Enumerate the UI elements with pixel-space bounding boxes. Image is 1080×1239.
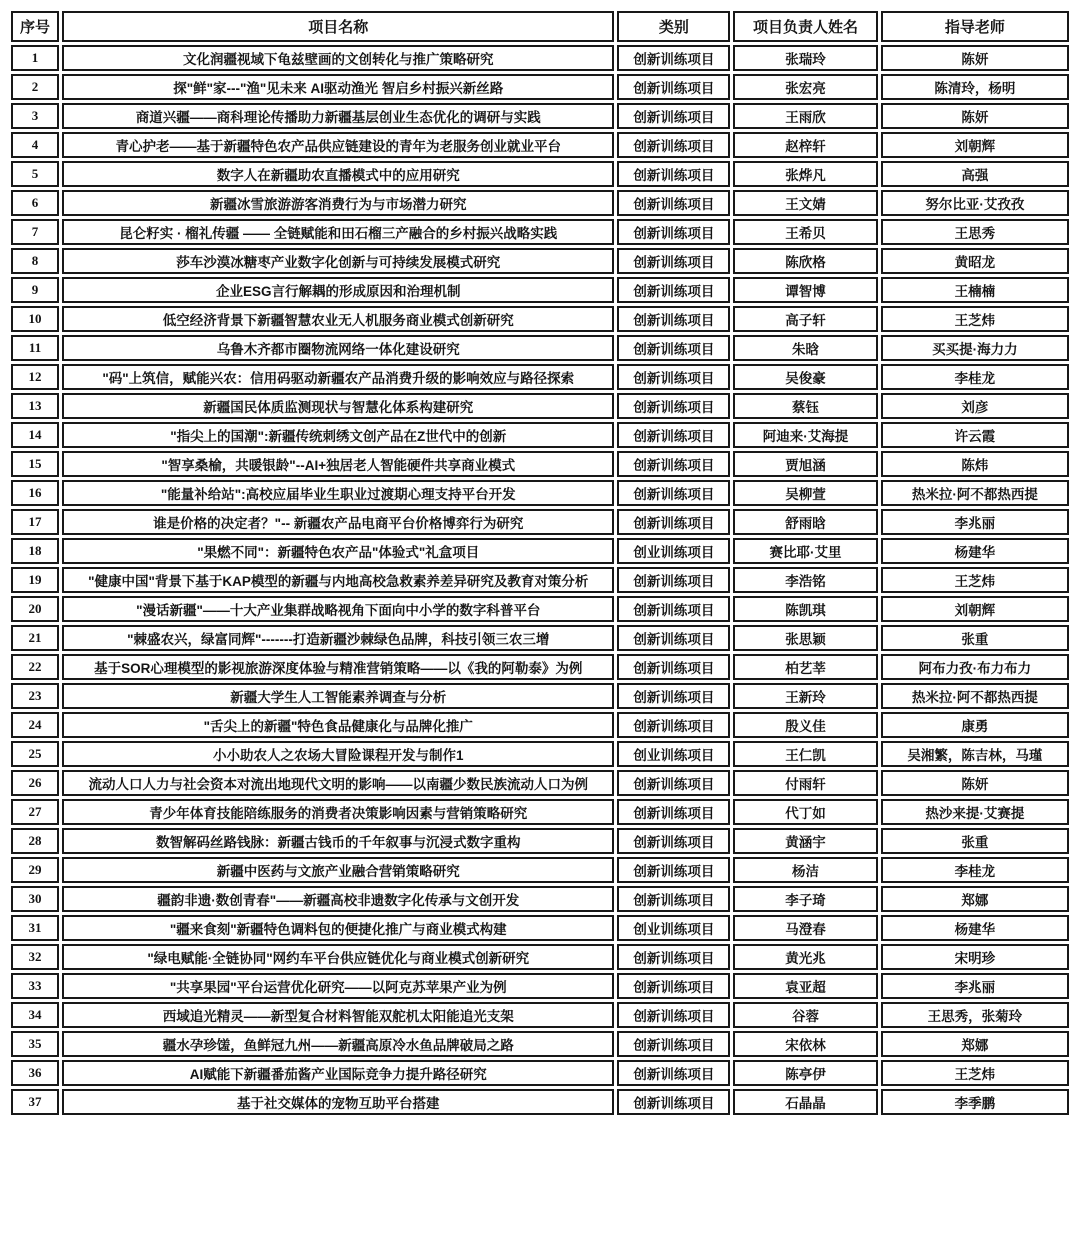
no-cell: 28 — [11, 828, 59, 854]
leader-cell: 杨洁 — [733, 857, 877, 883]
title-cell: 乌鲁木齐都市圈物流网络一体化建设研究 — [62, 335, 614, 361]
advisor-cell: 刘彦 — [881, 393, 1069, 419]
table-row — [11, 248, 1069, 274]
leader-cell: 张思颖 — [733, 625, 877, 651]
advisor-cell: 陈妍 — [881, 45, 1069, 71]
advisor-cell: 陈清玲，杨明 — [881, 74, 1069, 100]
leader-cell: 朱晗 — [733, 335, 877, 361]
title-cell: 新疆中医药与文旅产业融合营销策略研究 — [62, 857, 614, 883]
title-cell: 青少年体育技能陪练服务的消费者决策影响因素与营销策略研究 — [62, 799, 614, 825]
category-cell: 创新训练项目 — [617, 451, 730, 477]
advisor-cell: 阿布力孜·布力布力 — [881, 654, 1069, 680]
table-row — [11, 335, 1069, 361]
table-row — [11, 1031, 1069, 1057]
table-row — [11, 219, 1069, 245]
table-row — [11, 683, 1069, 709]
table-row — [11, 712, 1069, 738]
title-cell: 新疆冰雪旅游游客消费行为与市场潜力研究 — [62, 190, 614, 216]
advisor-cell: 李兆丽 — [881, 509, 1069, 535]
category-cell: 创新训练项目 — [617, 161, 730, 187]
advisor-cell: 陈妍 — [881, 103, 1069, 129]
category-cell: 创业训练项目 — [617, 538, 730, 564]
no-cell: 5 — [11, 161, 59, 187]
category-cell: 创新训练项目 — [617, 1031, 730, 1057]
table-row — [11, 451, 1069, 477]
no-cell: 23 — [11, 683, 59, 709]
header-row — [11, 11, 1069, 42]
category-cell: 创新训练项目 — [617, 219, 730, 245]
no-cell: 25 — [11, 741, 59, 767]
table-row — [11, 161, 1069, 187]
advisor-cell: 李桂龙 — [881, 364, 1069, 390]
no-cell: 34 — [11, 1002, 59, 1028]
table-row — [11, 915, 1069, 941]
no-cell: 11 — [11, 335, 59, 361]
title-cell: 数智解码丝路钱脉：新疆古钱币的千年叙事与沉浸式数字重构 — [62, 828, 614, 854]
title-cell: 基于社交媒体的宠物互助平台搭建 — [62, 1089, 614, 1115]
no-cell: 9 — [11, 277, 59, 303]
table-row — [11, 393, 1069, 419]
title-cell: "绿电赋能·全链协同"网约车平台供应链优化与商业模式创新研究 — [62, 944, 614, 970]
table-row — [11, 567, 1069, 593]
advisor-cell: 杨建华 — [881, 538, 1069, 564]
leader-cell: 张烨凡 — [733, 161, 877, 187]
no-cell: 8 — [11, 248, 59, 274]
category-cell: 创新训练项目 — [617, 1060, 730, 1086]
table-row — [11, 103, 1069, 129]
title-cell: 数字人在新疆助农直播模式中的应用研究 — [62, 161, 614, 187]
title-cell: "智享桑榆，共暖银龄"--AI+独居老人智能硬件共享商业模式 — [62, 451, 614, 477]
no-cell: 30 — [11, 886, 59, 912]
advisor-cell: 郑娜 — [881, 886, 1069, 912]
category-cell: 创新训练项目 — [617, 944, 730, 970]
leader-cell: 陈亭伊 — [733, 1060, 877, 1086]
category-cell: 创新训练项目 — [617, 973, 730, 999]
leader-cell: 代丁如 — [733, 799, 877, 825]
advisor-cell: 王思秀，张菊玲 — [881, 1002, 1069, 1028]
column-header-no: 序号 — [11, 11, 59, 42]
title-cell: 青心护老——基于新疆特色农产品供应链建设的青年为老服务创业就业平台 — [62, 132, 614, 158]
table-row — [11, 654, 1069, 680]
no-cell: 10 — [11, 306, 59, 332]
leader-cell: 阿迪来·艾海提 — [733, 422, 877, 448]
category-cell: 创新训练项目 — [617, 770, 730, 796]
category-cell: 创新训练项目 — [617, 596, 730, 622]
advisor-cell: 陈妍 — [881, 770, 1069, 796]
title-cell: 文化润疆视域下龟兹壁画的文创转化与推广策略研究 — [62, 45, 614, 71]
title-cell: 新疆大学生人工智能素养调查与分析 — [62, 683, 614, 709]
no-cell: 29 — [11, 857, 59, 883]
leader-cell: 谷蓉 — [733, 1002, 877, 1028]
leader-cell: 袁亚超 — [733, 973, 877, 999]
no-cell: 13 — [11, 393, 59, 419]
category-cell: 创新训练项目 — [617, 712, 730, 738]
category-cell: 创新训练项目 — [617, 1002, 730, 1028]
leader-cell: 马澄春 — [733, 915, 877, 941]
leader-cell: 谭智博 — [733, 277, 877, 303]
leader-cell: 李子琦 — [733, 886, 877, 912]
no-cell: 37 — [11, 1089, 59, 1115]
leader-cell: 张瑞玲 — [733, 45, 877, 71]
advisor-cell: 郑娜 — [881, 1031, 1069, 1057]
title-cell: "漫话新疆"——十大产业集群战略视角下面向中小学的数字科普平台 — [62, 596, 614, 622]
advisor-cell: 王思秀 — [881, 219, 1069, 245]
table-row — [11, 45, 1069, 71]
title-cell: "指尖上的国潮":新疆传统刺绣文创产品在Z世代中的创新 — [62, 422, 614, 448]
no-cell: 26 — [11, 770, 59, 796]
title-cell: 谁是价格的决定者？"-- 新疆农产品电商平台价格博弈行为研究 — [62, 509, 614, 535]
table-row — [11, 277, 1069, 303]
table-row — [11, 74, 1069, 100]
advisor-cell: 王芝炜 — [881, 1060, 1069, 1086]
projects-table — [8, 8, 1072, 1118]
leader-cell: 王希贝 — [733, 219, 877, 245]
table-row — [11, 1002, 1069, 1028]
leader-cell: 黄涵宇 — [733, 828, 877, 854]
advisor-cell: 王芝炜 — [881, 306, 1069, 332]
advisor-cell: 李桂龙 — [881, 857, 1069, 883]
no-cell: 3 — [11, 103, 59, 129]
no-cell: 24 — [11, 712, 59, 738]
table-row — [11, 1060, 1069, 1086]
table-row — [11, 944, 1069, 970]
no-cell: 27 — [11, 799, 59, 825]
leader-cell: 蔡钰 — [733, 393, 877, 419]
category-cell: 创新训练项目 — [617, 190, 730, 216]
title-cell: "舌尖上的新疆"特色食品健康化与品牌化推广 — [62, 712, 614, 738]
leader-cell: 宋依林 — [733, 1031, 877, 1057]
no-cell: 36 — [11, 1060, 59, 1086]
leader-cell: 高子轩 — [733, 306, 877, 332]
leader-cell: 陈欣格 — [733, 248, 877, 274]
title-cell: "共享果园"平台运营优化研究——以阿克苏苹果产业为例 — [62, 973, 614, 999]
table-row — [11, 973, 1069, 999]
advisor-cell: 宋明珍 — [881, 944, 1069, 970]
leader-cell: 李浩铭 — [733, 567, 877, 593]
leader-cell: 王雨欣 — [733, 103, 877, 129]
title-cell: "棘盛农兴，绿富同辉"-------打造新疆沙棘绿色品牌，科技引领三农三增 — [62, 625, 614, 651]
title-cell: "疆来食刻"新疆特色调料包的便捷化推广与商业模式构建 — [62, 915, 614, 941]
no-cell: 32 — [11, 944, 59, 970]
table-row — [11, 770, 1069, 796]
table-row — [11, 480, 1069, 506]
leader-cell: 王新玲 — [733, 683, 877, 709]
title-cell: 新疆国民体质监测现状与智慧化体系构建研究 — [62, 393, 614, 419]
title-cell: 莎车沙漠冰糖枣产业数字化创新与可持续发展模式研究 — [62, 248, 614, 274]
category-cell: 创新训练项目 — [617, 45, 730, 71]
no-cell: 35 — [11, 1031, 59, 1057]
table-row — [11, 509, 1069, 535]
table-row — [11, 741, 1069, 767]
category-cell: 创新训练项目 — [617, 277, 730, 303]
no-cell: 22 — [11, 654, 59, 680]
advisor-cell: 许云霞 — [881, 422, 1069, 448]
leader-cell: 贾旭涵 — [733, 451, 877, 477]
category-cell: 创业训练项目 — [617, 915, 730, 941]
category-cell: 创新训练项目 — [617, 364, 730, 390]
title-cell: 流动人口人力与社会资本对流出地现代文明的影响——以南疆少数民族流动人口为例 — [62, 770, 614, 796]
no-cell: 7 — [11, 219, 59, 245]
no-cell: 6 — [11, 190, 59, 216]
leader-cell: 陈凯琪 — [733, 596, 877, 622]
table-row — [11, 306, 1069, 332]
category-cell: 创新训练项目 — [617, 103, 730, 129]
category-cell: 创业训练项目 — [617, 741, 730, 767]
category-cell: 创新训练项目 — [617, 1089, 730, 1115]
table-row — [11, 857, 1069, 883]
leader-cell: 石晶晶 — [733, 1089, 877, 1115]
no-cell: 18 — [11, 538, 59, 564]
title-cell: 昆仑籽实 · 榴礼传疆 —— 全链赋能和田石榴三产融合的乡村振兴战略实践 — [62, 219, 614, 245]
leader-cell: 王文婧 — [733, 190, 877, 216]
column-header-title: 项目名称 — [62, 11, 614, 42]
category-cell: 创新训练项目 — [617, 248, 730, 274]
category-cell: 创新训练项目 — [617, 306, 730, 332]
advisor-cell: 热米拉·阿不都热西提 — [881, 683, 1069, 709]
no-cell: 31 — [11, 915, 59, 941]
leader-cell: 殷义佳 — [733, 712, 877, 738]
category-cell: 创新训练项目 — [617, 132, 730, 158]
table-row — [11, 422, 1069, 448]
category-cell: 创新训练项目 — [617, 683, 730, 709]
no-cell: 14 — [11, 422, 59, 448]
no-cell: 4 — [11, 132, 59, 158]
advisor-cell: 张重 — [881, 625, 1069, 651]
category-cell: 创新训练项目 — [617, 625, 730, 651]
category-cell: 创新训练项目 — [617, 886, 730, 912]
advisor-cell: 李季鹏 — [881, 1089, 1069, 1115]
advisor-cell: 黄昭龙 — [881, 248, 1069, 274]
table-row — [11, 828, 1069, 854]
no-cell: 16 — [11, 480, 59, 506]
table-row — [11, 132, 1069, 158]
no-cell: 12 — [11, 364, 59, 390]
category-cell: 创新训练项目 — [617, 857, 730, 883]
no-cell: 17 — [11, 509, 59, 535]
table-row — [11, 364, 1069, 390]
leader-cell: 舒雨晗 — [733, 509, 877, 535]
table-row — [11, 538, 1069, 564]
advisor-cell: 热米拉·阿不都热西提 — [881, 480, 1069, 506]
category-cell: 创新训练项目 — [617, 393, 730, 419]
leader-cell: 赛比耶·艾里 — [733, 538, 877, 564]
leader-cell: 赵梓轩 — [733, 132, 877, 158]
no-cell: 1 — [11, 45, 59, 71]
category-cell: 创新训练项目 — [617, 509, 730, 535]
advisor-cell: 王芝炜 — [881, 567, 1069, 593]
advisor-cell: 刘朝辉 — [881, 132, 1069, 158]
category-cell: 创新训练项目 — [617, 567, 730, 593]
leader-cell: 付雨轩 — [733, 770, 877, 796]
table-row — [11, 799, 1069, 825]
advisor-cell: 买买提·海力力 — [881, 335, 1069, 361]
leader-cell: 张宏亮 — [733, 74, 877, 100]
column-header-category: 类别 — [617, 11, 730, 42]
category-cell: 创新训练项目 — [617, 480, 730, 506]
column-header-advisor: 指导老师 — [881, 11, 1069, 42]
no-cell: 15 — [11, 451, 59, 477]
leader-cell: 吴俊豪 — [733, 364, 877, 390]
advisor-cell: 吴湘繁，陈吉林，马瑾 — [881, 741, 1069, 767]
category-cell: 创新训练项目 — [617, 828, 730, 854]
category-cell: 创新训练项目 — [617, 335, 730, 361]
title-cell: "果燃不同"：新疆特色农产品"体验式"礼盒项目 — [62, 538, 614, 564]
column-header-leader: 项目负责人姓名 — [733, 11, 877, 42]
title-cell: 企业ESG言行解耦的形成原因和治理机制 — [62, 277, 614, 303]
advisor-cell: 杨建华 — [881, 915, 1069, 941]
table-row — [11, 190, 1069, 216]
category-cell: 创新训练项目 — [617, 654, 730, 680]
title-cell: 西域追光精灵——新型复合材料智能双舵机太阳能追光支架 — [62, 1002, 614, 1028]
table-row — [11, 625, 1069, 651]
title-cell: AI赋能下新疆番茄酱产业国际竞争力提升路径研究 — [62, 1060, 614, 1086]
title-cell: 疆韵非遗·数创青春"——新疆高校非遗数字化传承与文创开发 — [62, 886, 614, 912]
advisor-cell: 高强 — [881, 161, 1069, 187]
advisor-cell: 王楠楠 — [881, 277, 1069, 303]
title-cell: 商道兴疆——商科理论传播助力新疆基层创业生态优化的调研与实践 — [62, 103, 614, 129]
category-cell: 创新训练项目 — [617, 422, 730, 448]
advisor-cell: 刘朝辉 — [881, 596, 1069, 622]
leader-cell: 王仁凯 — [733, 741, 877, 767]
table-body — [11, 45, 1069, 1115]
advisor-cell: 李兆丽 — [881, 973, 1069, 999]
advisor-cell: 热沙来提·艾赛提 — [881, 799, 1069, 825]
advisor-cell: 努尔比亚·艾孜孜 — [881, 190, 1069, 216]
table-row — [11, 1089, 1069, 1115]
title-cell: 基于SOR心理模型的影视旅游深度体验与精准营销策略——以《我的阿勒泰》为例 — [62, 654, 614, 680]
category-cell: 创新训练项目 — [617, 74, 730, 100]
title-cell: 低空经济背景下新疆智慧农业无人机服务商业模式创新研究 — [62, 306, 614, 332]
no-cell: 21 — [11, 625, 59, 651]
title-cell: 探"鲜"家---"渔"见未来 AI驱动渔光 智启乡村振兴新丝路 — [62, 74, 614, 100]
leader-cell: 黄光兆 — [733, 944, 877, 970]
advisor-cell: 康勇 — [881, 712, 1069, 738]
title-cell: 疆水孕珍馐，鱼鲜冠九州——新疆高原冷水鱼品牌破局之路 — [62, 1031, 614, 1057]
leader-cell: 吴柳萱 — [733, 480, 877, 506]
no-cell: 2 — [11, 74, 59, 100]
title-cell: "码"上筑信，赋能兴农：信用码驱动新疆农产品消费升级的影响效应与路径探索 — [62, 364, 614, 390]
no-cell: 20 — [11, 596, 59, 622]
title-cell: 小小助农人之农场大冒险课程开发与制作1 — [62, 741, 614, 767]
advisor-cell: 陈炜 — [881, 451, 1069, 477]
leader-cell: 柏艺莘 — [733, 654, 877, 680]
advisor-cell: 张重 — [881, 828, 1069, 854]
title-cell: "能量补给站":高校应届毕业生职业过渡期心理支持平台开发 — [62, 480, 614, 506]
no-cell: 19 — [11, 567, 59, 593]
no-cell: 33 — [11, 973, 59, 999]
table-row — [11, 596, 1069, 622]
table-row — [11, 886, 1069, 912]
category-cell: 创新训练项目 — [617, 799, 730, 825]
title-cell: "健康中国"背景下基于KAP模型的新疆与内地高校急救素养差异研究及教育对策分析 — [62, 567, 614, 593]
